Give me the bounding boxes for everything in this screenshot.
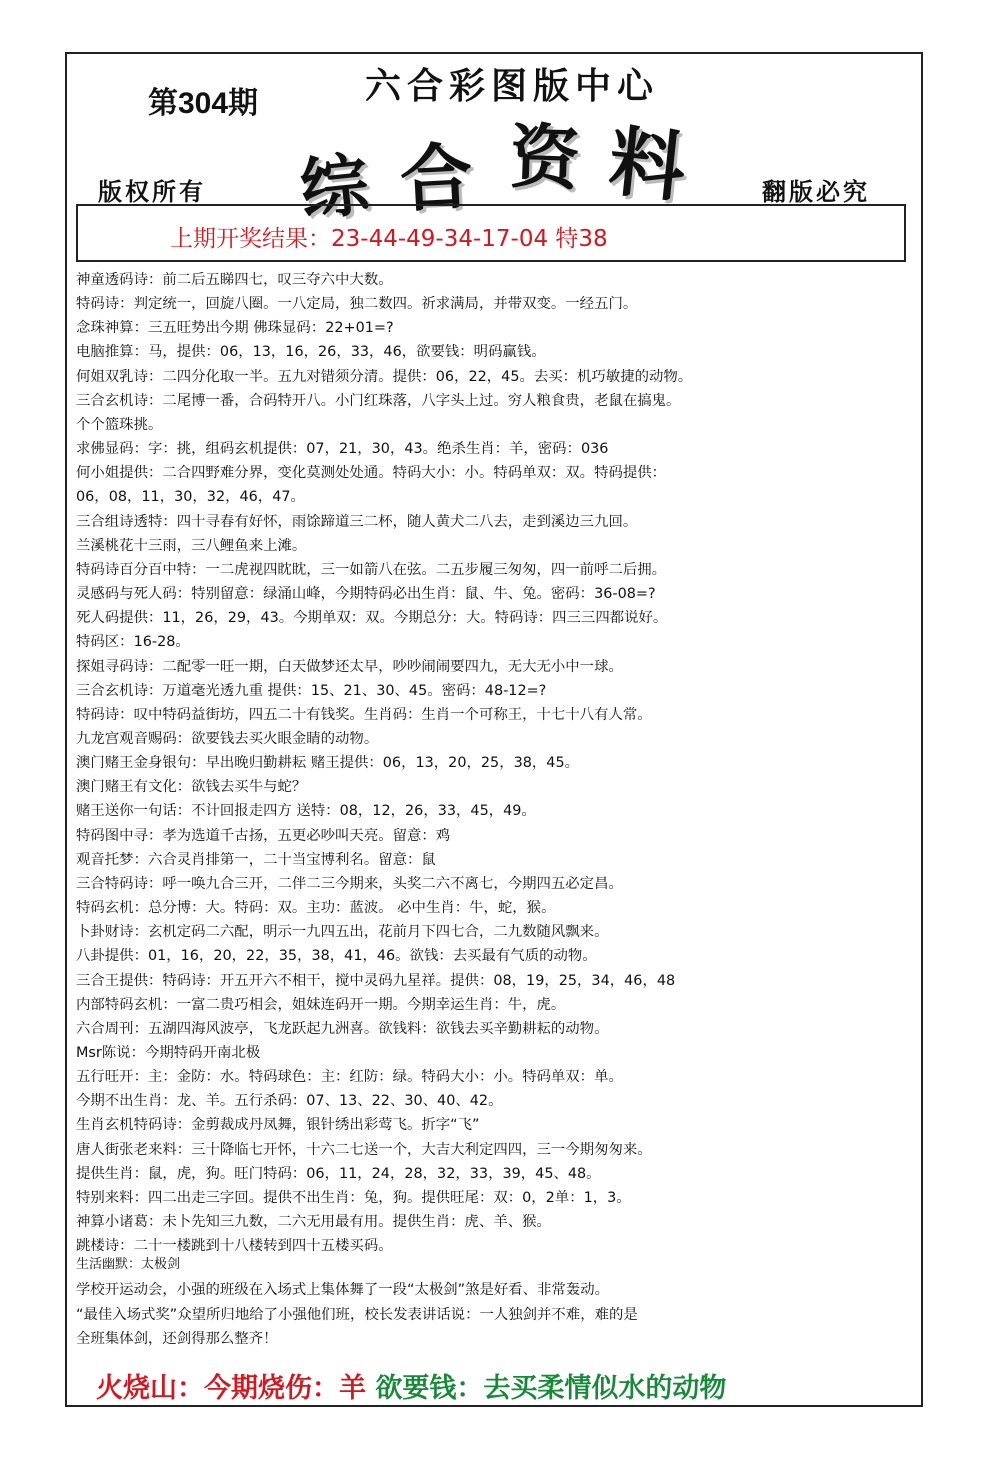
content-line: 死人码提供：11，26，29，43。今期单双：双。今期总分：大。特码诗：四三三四都说好。 — [76, 610, 668, 627]
content-line: 特码诗百分百中特：一二虎视四眈眈，三一如箭八在弦。二五步履三匆匆，四一前呼二后拥。 — [76, 561, 667, 578]
main-title-char-1: 综 — [296, 144, 373, 232]
content-line: 生肖玄机特码诗：金剪裁成丹凤舞，银针绣出彩莺飞。折字“飞” — [76, 1117, 480, 1134]
content-line: 三合玄机诗：二尾博一番，合码特开八。小门红珠落，八字头上过。穷人粮食贵，老鼠在搞鬼。 — [76, 392, 681, 409]
content-line: 跳楼诗：二十一楼跳到十八楼转到四十五楼买码。 — [76, 1238, 393, 1255]
main-title-char-3: 资 — [508, 114, 582, 201]
content-line: 神童透码诗：前二后五睇四七，叹三夺六中大数。 — [76, 272, 393, 288]
content-line: 三合王提供：特码诗：开五开六不相干，搅中灵码九星祥。提供：08，19，25，34，46，48 — [76, 972, 676, 989]
footer-part-2: 欲要钱：去买柔情似水的动物 — [375, 1373, 727, 1404]
content-line: 何小姐提供：二合四野难分界，变化莫测处处通。特码大小：小。特码单双：双。特码提供： — [76, 465, 667, 482]
joke-line: 学校开运动会，小强的班级在入场式上集体舞了一段“太极剑”煞是好看、非常轰动。 — [76, 1282, 609, 1298]
content-line: 特码区：16-28。 — [76, 634, 190, 651]
content-line: 念珠神算：三五旺势出今期 佛珠显码：22+01=? — [76, 320, 394, 337]
content-line: 今期不出生肖：龙、羊。五行杀码：07、13、22、30、40、42。 — [76, 1093, 503, 1110]
content-line: 特码图中寻：孝为选道千古扬，五更必吵叫天亮。留意：鸡 — [76, 827, 451, 844]
content-line: 内部特码玄机：一富二贵巧相会，姐妹连码开一期。今期幸运生肖：牛，虎。 — [76, 996, 566, 1013]
main-title-char-4: 料 — [604, 116, 690, 213]
no-reprint-notice: 翻版必究 — [762, 177, 870, 206]
content-line: Msr陈说：今期特码开南北极 — [76, 1045, 261, 1061]
content-line: 特码诗：判定统一，回旋八圈。一八定局，独二数四。祈求满局，并带双变。一经五门。 — [76, 296, 638, 313]
content-line: 六合周刊：五湖四海风波亭，飞龙跃起九洲喜。欲钱料：欲钱去买辛勤耕耘的动物。 — [76, 1020, 609, 1037]
content-line: 06，08，11，30，32，46，47。 — [76, 489, 305, 506]
content-lines — [76, 268, 912, 1258]
content-line: 澳门赌王有文化：欲钱去买牛与蛇？ — [76, 779, 307, 796]
content-line: 九龙宫观音赐码：欲要钱去买火眼金睛的动物。 — [76, 730, 379, 747]
content-line: 提供生肖：鼠，虎，狗。旺门特码：06，11，24，28，32，33，39，45、48。 — [76, 1165, 601, 1182]
copyright-notice: 版权所有 — [98, 177, 206, 206]
last-draw-result-box — [76, 204, 906, 262]
content-line: 特码玄机：总分博：大。特码：双。主功：蓝波。 必中生肖：牛，蛇，猴。 — [76, 900, 556, 917]
joke-line: 全班集体剑，还剑得那么整齐！ — [76, 1331, 278, 1347]
content-line: 电脑推算：马，提供：06，13，16，26，33，46，欲要钱：明码赢钱。 — [76, 344, 546, 361]
content-line: 卜卦财诗：玄机定码二六配，明示一九四五出，花前月下四七合，二九数随风飘来。 — [76, 924, 609, 941]
content-line: 观音托梦：六合灵肖排第一，二十当宝博利名。留意：鼠 — [76, 851, 436, 868]
footer-part-1: 火烧山：今期烧伤：羊 — [96, 1373, 376, 1404]
footer-banner — [96, 1366, 726, 1405]
content-line: 三合玄机诗：万道毫光透九重 提供：15、21、30、45。密码：48-12=? — [76, 682, 547, 699]
content-line: 何姐双乳诗：二四分化取一半。五九对错须分清。提供：06，22，45。去买：机巧敏捷的动物。 — [76, 368, 693, 385]
content-line: 兰溪桃花十三雨，三八鲤鱼来上滩。 — [76, 537, 307, 554]
last-draw-result-text: 上期开奖结果：23-44-49-34-17-04 特38 — [170, 226, 608, 252]
main-title-char-2: 合 — [398, 133, 475, 222]
content-line: 三合特码诗：呼一唤九合三开，二伴二三今期来，头奖二六不离七，今期四五必定昌。 — [76, 875, 623, 892]
content-line: 特别来料：四二出走三字回。提供不出生肖：兔，狗。提供旺尾：双：0，2单：1，3。 — [76, 1189, 631, 1206]
content-line: 求佛显码：字：挑，组码玄机提供：07，21，30，43。绝杀生肖：羊，密码：036 — [76, 441, 609, 458]
content-line: 探姐寻码诗：二配零一旺一期，白天做梦还太早，吵吵闹闹要四九，无大无小中一球。 — [76, 658, 623, 675]
main-title — [296, 112, 720, 232]
center-title: 六合彩图版中心 — [365, 65, 660, 107]
content-line: 澳门赌王金身银句：早出晚归勤耕耘 赌王提供：06，13，20，25，38，45。 — [76, 755, 579, 772]
content-line: 三合组诗透特：四十寻春有好怀，雨馀蹄道三二杯，随人黄犬二八去，走到溪边三九回。 — [76, 513, 638, 530]
issue-number: 第304期 — [148, 87, 259, 120]
content-line: 特码诗：叹中特码益街坊，四五二十有钱奖。生肖码：生肖一个可称王，十七十八有人常。 — [76, 706, 652, 723]
content-line: 八卦提供：01，16，20，22，35，38，41，46。欲钱：去买最有气质的动物。 — [76, 948, 597, 965]
content-line: 个个篮珠挑。 — [76, 416, 163, 433]
content-line: 灵感码与死人码：特别留意：绿涌山峰，今期特码必出生肖：鼠、牛、兔。密码：36-08=? — [76, 586, 656, 603]
joke-line: “最佳入场式奖”众望所归地给了小强他们班，校长发表讲话说：一人独剑并不难，难的是 — [76, 1306, 638, 1323]
joke-body — [76, 1278, 896, 1352]
content-line: 唐人街张老来料：三十降临七开怀，十六二七送一个，大吉大利定四四，三一今期匆匆来。 — [76, 1141, 652, 1158]
joke-title: 生活幽默：太极剑 — [76, 1257, 181, 1272]
content-line: 赌王送你一句话：不计回报走四方 送特：08，12，26，33，45，49。 — [76, 803, 536, 820]
content-line: 神算小诸葛：未卜先知三九数，二六无用最有用。提供生肖：虎、羊、猴。 — [76, 1214, 551, 1231]
content-line: 五行旺开：主：金防：水。特码球色：主：红防：绿。特码大小：小。特码单双：单。 — [76, 1069, 623, 1086]
